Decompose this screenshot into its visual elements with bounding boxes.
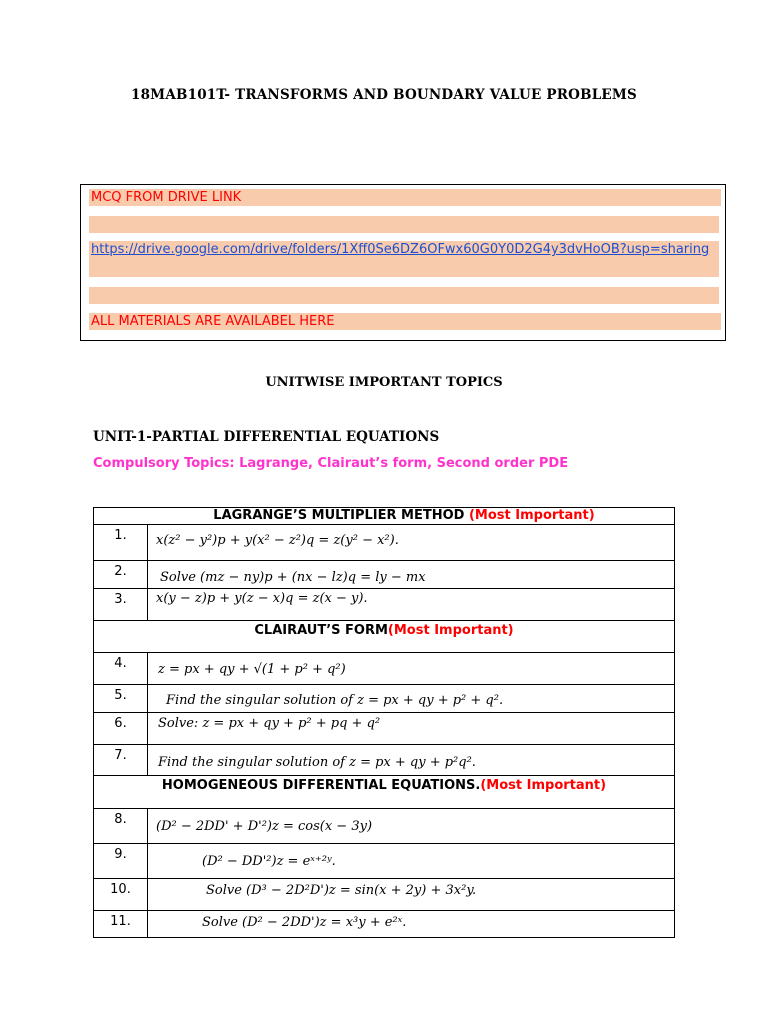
question-number: 9. xyxy=(94,844,148,879)
section-header-row xyxy=(94,508,675,525)
highlight-band-empty-2 xyxy=(89,287,719,304)
section-title: CLAIRAUT’S FORM xyxy=(254,623,388,638)
question-cell xyxy=(148,809,675,844)
question-equation: Solve (D³ − 2D²D')z = sin(x + 2y) + 3x²y. xyxy=(206,883,477,898)
table-row xyxy=(94,844,675,879)
materials-available-label: ALL MATERIALS ARE AVAILABEL HERE xyxy=(89,313,721,330)
question-equation: (D² − 2DD' + D'²)z = cos(x − 3y) xyxy=(156,819,373,834)
most-important-tag: (Most Important) xyxy=(480,778,607,793)
question-number: 7. xyxy=(94,745,148,776)
drive-folder-link[interactable]: https://drive.google.com/drive/folders/1Xff0Se6DZ6OFwx60G0Y0D2G4y3dvHoOB?usp=sharing xyxy=(91,242,710,257)
question-number: 8. xyxy=(94,809,148,844)
topics-heading: UNITWISE IMPORTANT TOPICS xyxy=(265,375,503,390)
question-equation: (D² − DD'²)z = eˣ⁺²ʸ. xyxy=(202,854,336,869)
table-row xyxy=(94,653,675,685)
question-number: 11. xyxy=(94,911,148,938)
unit-title: UNIT-1-PARTIAL DIFFERENTIAL EQUATIONS xyxy=(93,429,440,445)
question-equation: Solve (D² − 2DD')z = x³y + e²ˣ. xyxy=(202,915,407,930)
drive-link-box xyxy=(80,184,726,341)
table-row xyxy=(94,713,675,745)
question-equation: x(y − z)p + y(z − x)q = z(x − y). xyxy=(156,591,368,606)
question-equation: Find the singular solution of z = px + qy + p²q². xyxy=(158,755,476,770)
question-cell xyxy=(148,745,675,776)
most-important-tag: (Most Important) xyxy=(468,508,595,523)
question-cell xyxy=(148,561,675,589)
question-cell xyxy=(148,685,675,713)
most-important-tag: (Most Important) xyxy=(387,623,514,638)
section-header-row xyxy=(94,776,675,809)
document-title: 18MAB101T- TRANSFORMS AND BOUNDARY VALUE PROBLEMS xyxy=(130,87,637,103)
question-number: 2. xyxy=(94,561,148,589)
question-number: 10. xyxy=(94,879,148,911)
section-title: HOMOGENEOUS DIFFERENTIAL EQUATIONS. xyxy=(161,778,481,793)
section-header-clairaut xyxy=(94,621,675,653)
question-equation: x(z² − y²)p + y(x² − z²)q = z(y² − x²). xyxy=(156,533,399,548)
table-row xyxy=(94,911,675,938)
table-row xyxy=(94,745,675,776)
link-band xyxy=(89,241,719,277)
question-cell xyxy=(148,911,675,938)
section-header-lagrange xyxy=(94,508,675,525)
question-cell xyxy=(148,653,675,685)
question-number: 3. xyxy=(94,589,148,621)
compulsory-topics: Compulsory Topics: Lagrange, Clairaut’s form, Second order PDE xyxy=(93,456,569,471)
table-row xyxy=(94,525,675,561)
section-title: LAGRANGE’S MULTIPLIER METHOD xyxy=(213,508,469,523)
question-equation: Find the singular solution of z = px + qy + p² + q². xyxy=(166,693,504,708)
table-row xyxy=(94,561,675,589)
section-header-row xyxy=(94,621,675,653)
question-cell xyxy=(148,525,675,561)
questions-table xyxy=(93,507,675,938)
highlight-band-empty xyxy=(89,216,719,233)
table-row xyxy=(94,809,675,844)
question-equation: z = px + qy + √(1 + p² + q²) xyxy=(158,662,346,677)
question-cell xyxy=(148,844,675,879)
section-header-homogeneous xyxy=(94,776,675,809)
question-cell xyxy=(148,713,675,745)
table-row xyxy=(94,685,675,713)
question-number: 4. xyxy=(94,653,148,685)
question-number: 5. xyxy=(94,685,148,713)
question-number: 6. xyxy=(94,713,148,745)
question-equation: Solve (mz − ny)p + (nx − lz)q = ly − mx xyxy=(160,570,426,585)
table-row xyxy=(94,589,675,621)
mcq-drive-label: MCQ FROM DRIVE LINK xyxy=(89,189,721,206)
question-cell xyxy=(148,879,675,911)
question-equation: Solve: z = px + qy + p² + pq + q² xyxy=(158,716,381,731)
table-row xyxy=(94,879,675,911)
question-number: 1. xyxy=(94,525,148,561)
question-cell xyxy=(148,589,675,621)
